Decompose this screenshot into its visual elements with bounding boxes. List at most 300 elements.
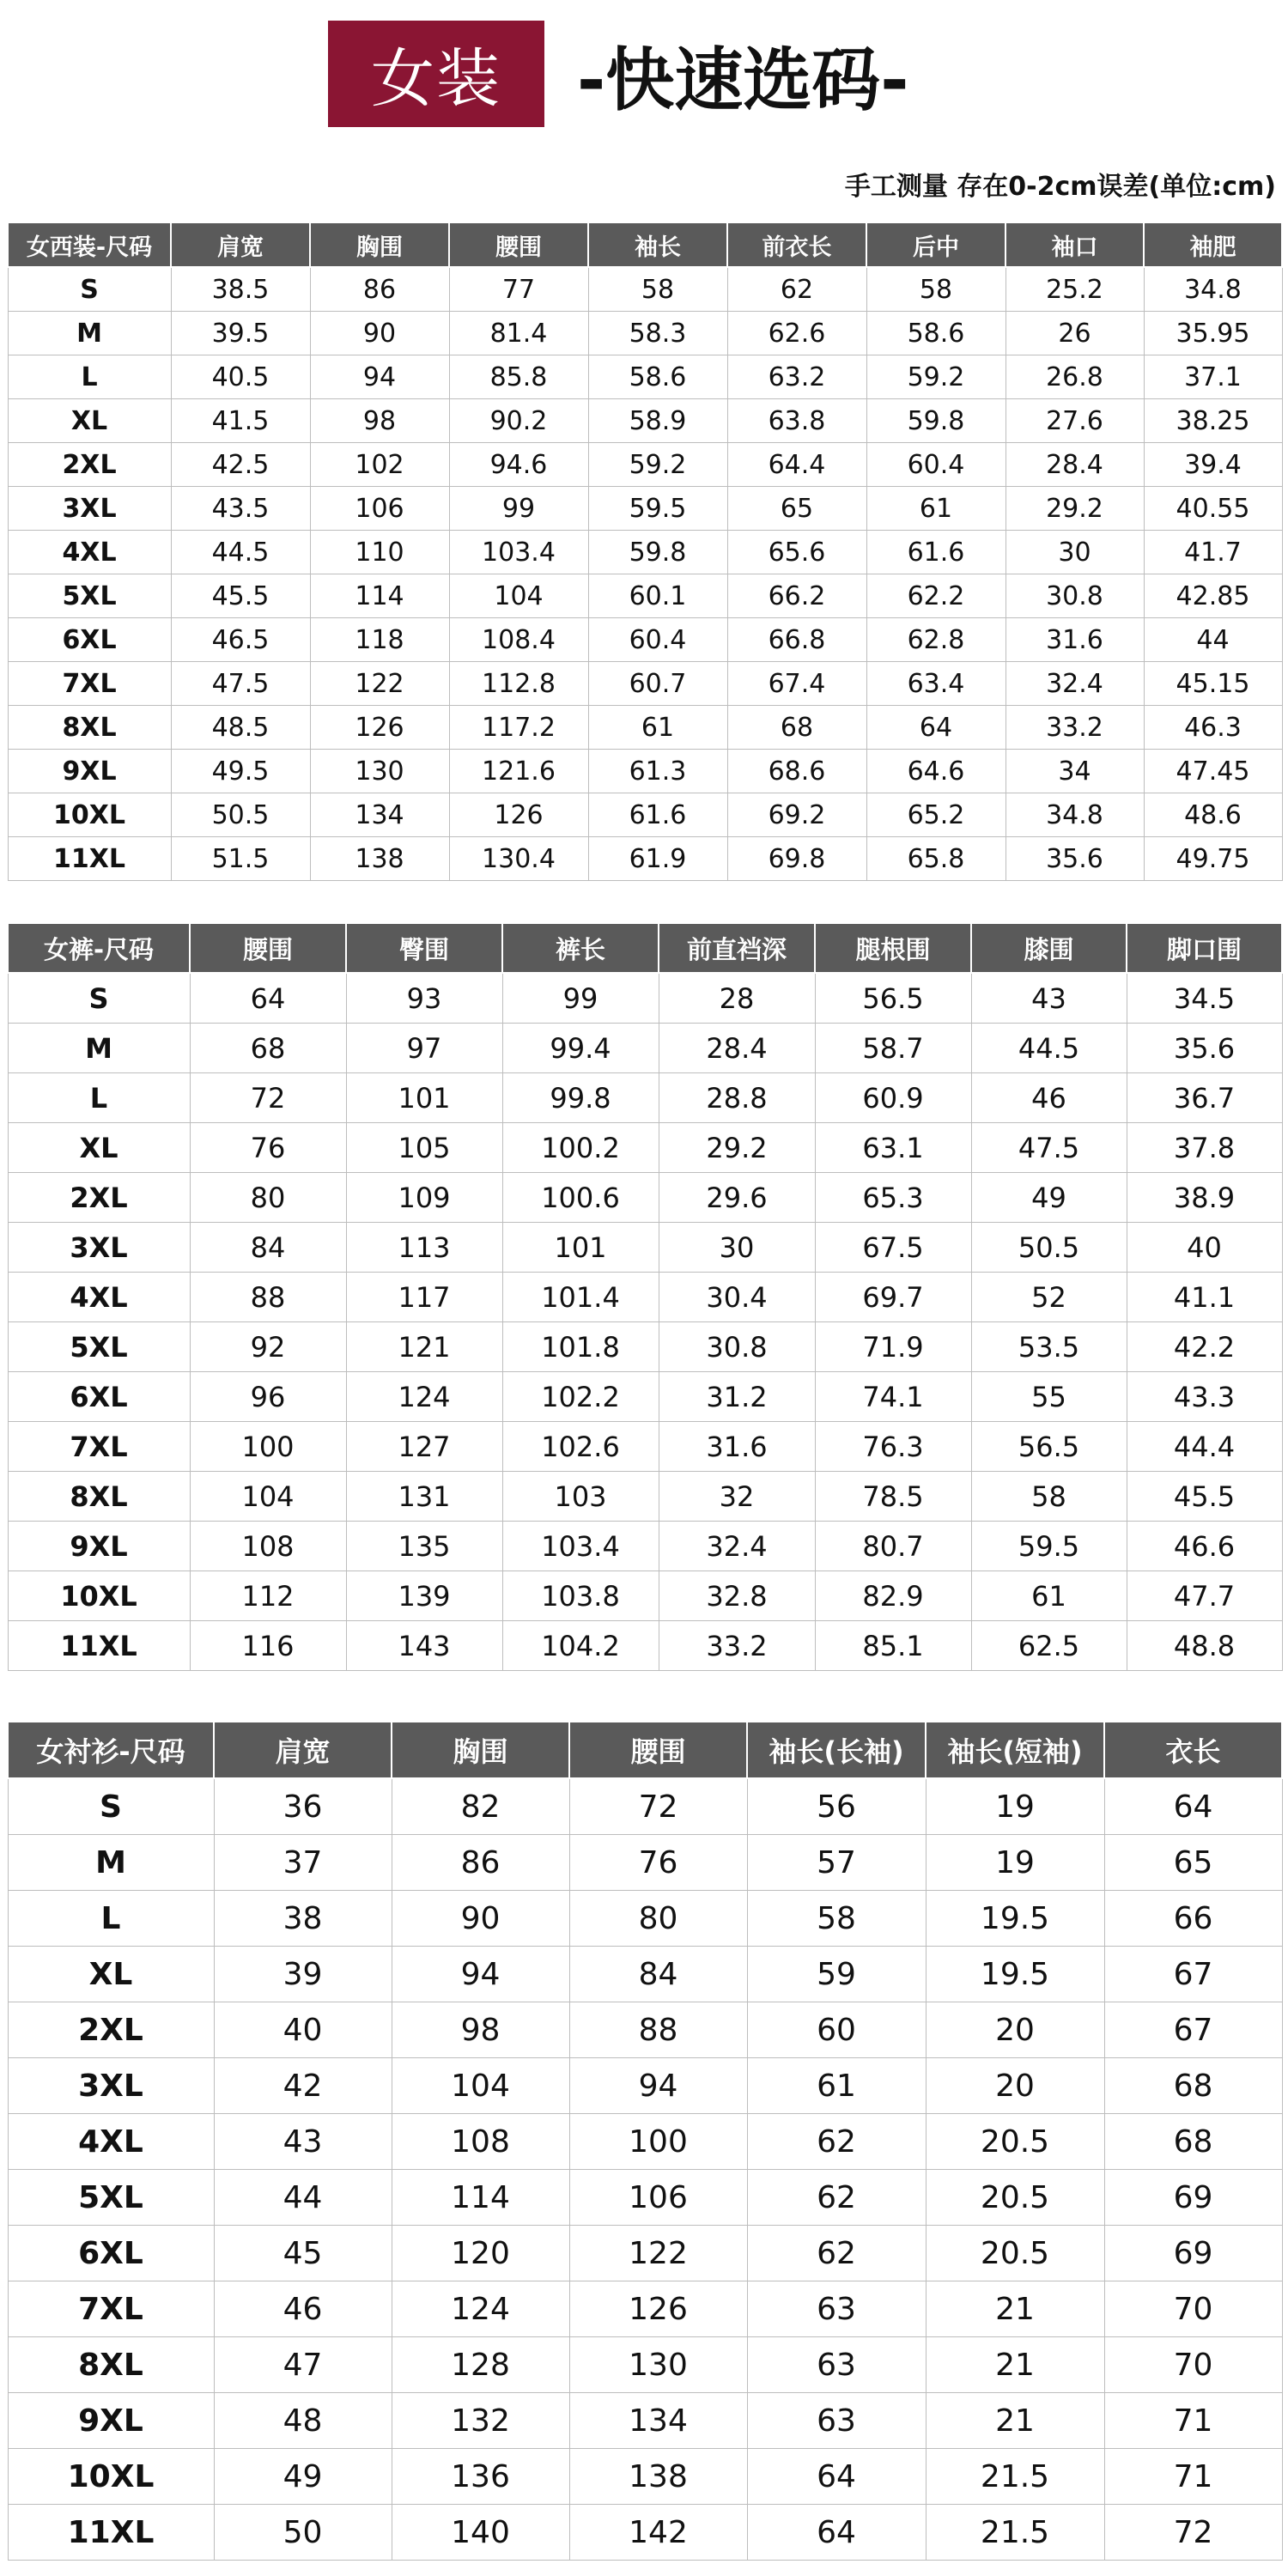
measurement-cell: 59.8 [588,531,727,574]
table-row [8,267,1282,312]
measurement-cell: 49.5 [171,750,310,793]
measurement-cell: 20 [926,2058,1104,2114]
size-cell: 6XL [8,618,171,662]
measurement-cell: 63.2 [727,355,866,399]
measurement-cell: 58.6 [588,355,727,399]
measurement-cell: 35.6 [1005,837,1144,881]
size-cell: 10XL [8,1571,190,1621]
measurement-cell: 67 [1104,2002,1282,2058]
measurement-cell: 124 [346,1372,502,1422]
measurement-cell: 63 [747,2337,926,2393]
measurement-cell: 50.5 [171,793,310,837]
measurement-cell: 59.2 [866,355,1005,399]
measurement-cell: 104 [392,2058,569,2114]
measurement-cell: 69 [1104,2170,1282,2226]
measurement-cell: 44.5 [171,531,310,574]
measurement-cell: 43 [971,973,1127,1024]
measurement-cell: 126 [310,706,449,750]
measurement-cell: 21 [926,2393,1104,2449]
column-header: 后中 [866,222,1005,267]
measurement-cell: 58 [866,267,1005,312]
measurement-cell: 106 [569,2170,747,2226]
measurement-cell: 130 [569,2337,747,2393]
table-row [8,487,1282,531]
measurement-cell: 62 [747,2114,926,2170]
measurement-cell: 98 [392,2002,569,2058]
measurement-cell: 112.8 [449,662,588,706]
table-row [8,574,1282,618]
measurement-cell: 30.4 [659,1273,815,1322]
measurement-cell: 112 [190,1571,346,1621]
size-cell: S [8,267,171,312]
size-cell: 11XL [8,837,171,881]
table-header-row [8,923,1282,973]
column-header: 膝围 [971,923,1127,973]
measurement-cell: 138 [310,837,449,881]
table-row [8,2226,1282,2281]
measurement-cell: 63.1 [815,1123,971,1173]
size-cell: 4XL [8,1273,190,1322]
measurement-cell: 94.6 [449,443,588,487]
measurement-cell: 65.8 [866,837,1005,881]
measurement-cell: 58.6 [866,312,1005,355]
column-header: 袖长(短袖) [926,1722,1104,1778]
measurement-cell: 47 [214,2337,392,2393]
measurement-cell: 20 [926,2002,1104,2058]
table-row [8,2505,1282,2561]
size-cell: 2XL [8,1173,190,1223]
size-cell: 2XL [8,2002,214,2058]
measurement-cell: 68 [190,1024,346,1073]
size-cell: S [8,973,190,1024]
measurement-cell: 34 [1005,750,1144,793]
measurement-cell: 60 [747,2002,926,2058]
measurement-cell: 122 [310,662,449,706]
measurement-cell: 28.4 [1005,443,1144,487]
measurement-cell: 66.2 [727,574,866,618]
column-header: 前衣长 [727,222,866,267]
measurement-cell: 62 [727,267,866,312]
measurement-cell: 39.5 [171,312,310,355]
measurement-cell: 60.4 [866,443,1005,487]
column-header: 臀围 [346,923,502,973]
measurement-cell: 72 [190,1073,346,1123]
measurement-cell: 61 [971,1571,1127,1621]
size-column-header: 女裤-尺码 [8,923,190,973]
measurement-cell: 58.7 [815,1024,971,1073]
measurement-cell: 63.8 [727,399,866,443]
measurement-cell: 37.8 [1127,1123,1282,1173]
measurement-cell: 26 [1005,312,1144,355]
measurement-cell: 28 [659,973,815,1024]
size-cell: 10XL [8,2449,214,2505]
size-cell: 9XL [8,2393,214,2449]
measurement-cell: 38.25 [1144,399,1282,443]
measurement-cell: 108.4 [449,618,588,662]
measurement-cell: 126 [569,2281,747,2337]
measurement-cell: 116 [190,1621,346,1671]
measurement-cell: 140 [392,2505,569,2561]
measurement-cell: 101.8 [502,1322,659,1372]
measurement-cell: 48 [214,2393,392,2449]
size-column-header: 女衬衫-尺码 [8,1722,214,1778]
measurement-cell: 117 [346,1273,502,1322]
measurement-cell: 102.6 [502,1422,659,1472]
table-row [8,837,1282,881]
measurement-cell: 114 [310,574,449,618]
measurement-cell: 65 [1104,1835,1282,1891]
measurement-cell: 33.2 [1005,706,1144,750]
size-column-header: 女西装-尺码 [8,222,171,267]
measurement-cell: 100 [569,2114,747,2170]
size-cell: 4XL [8,2114,214,2170]
size-cell: L [8,355,171,399]
measurement-cell: 90 [310,312,449,355]
measurement-cell: 21 [926,2337,1104,2393]
size-cell: 7XL [8,1422,190,1472]
measurement-cell: 78.5 [815,1472,971,1522]
measurement-cell: 88 [569,2002,747,2058]
measurement-cell: 64 [190,973,346,1024]
measurement-cell: 82 [392,1778,569,1835]
measurement-cell: 61.3 [588,750,727,793]
measurement-cell: 108 [392,2114,569,2170]
measurement-cell: 40 [1127,1223,1282,1273]
measurement-cell: 39.4 [1144,443,1282,487]
measurement-cell: 69 [1104,2226,1282,2281]
measurement-cell: 64 [747,2449,926,2505]
measurement-cell: 67.4 [727,662,866,706]
measurement-cell: 62.5 [971,1621,1127,1671]
measurement-cell: 51.5 [171,837,310,881]
measurement-cell: 71 [1104,2393,1282,2449]
measurement-cell: 62.8 [866,618,1005,662]
size-cell: L [8,1073,190,1123]
size-cell: S [8,1778,214,1835]
measurement-cell: 55 [971,1372,1127,1422]
column-header: 袖口 [1005,222,1144,267]
table-row [8,355,1282,399]
measurement-cell: 128 [392,2337,569,2393]
measurement-cell: 36.7 [1127,1073,1282,1123]
measurement-cell: 59.5 [588,487,727,531]
table-row [8,706,1282,750]
table-row [8,618,1282,662]
measurement-cell: 67 [1104,1947,1282,2002]
measurement-cell: 103.4 [502,1522,659,1571]
measurement-cell: 44 [214,2170,392,2226]
measurement-cell: 84 [190,1223,346,1273]
measurement-cell: 108 [190,1522,346,1571]
measurement-cell: 69.7 [815,1273,971,1322]
measurement-cell: 139 [346,1571,502,1621]
measurement-cell: 68.6 [727,750,866,793]
measurement-cell: 46.6 [1127,1522,1282,1571]
measurement-cell: 35.6 [1127,1024,1282,1073]
measurement-cell: 58 [971,1472,1127,1522]
measurement-cell: 68 [1104,2058,1282,2114]
measurement-cell: 38 [214,1891,392,1947]
measurement-cell: 132 [392,2393,569,2449]
measurement-cell: 62.6 [727,312,866,355]
measurement-cell: 81.4 [449,312,588,355]
measurement-cell: 90.2 [449,399,588,443]
table-row [8,399,1282,443]
table-row [8,531,1282,574]
measurement-cell: 45.5 [1127,1472,1282,1522]
measurement-cell: 100 [190,1422,346,1472]
measurement-cell: 58.9 [588,399,727,443]
measurement-cell: 65.3 [815,1173,971,1223]
measurement-cell: 138 [569,2449,747,2505]
table-row [8,2002,1282,2058]
measurement-cell: 46 [971,1073,1127,1123]
size-cell: M [8,1835,214,1891]
size-cell: 4XL [8,531,171,574]
table-row [8,2281,1282,2337]
size-cell: 3XL [8,2058,214,2114]
measurement-cell: 64.6 [866,750,1005,793]
measurement-cell: 65.6 [727,531,866,574]
size-cell: 9XL [8,1522,190,1571]
column-header: 腰围 [190,923,346,973]
measurement-cell: 32 [659,1472,815,1522]
measurement-cell: 82.9 [815,1571,971,1621]
measurement-cell: 70 [1104,2281,1282,2337]
measurement-cell: 20.5 [926,2114,1104,2170]
measurement-cell: 113 [346,1223,502,1273]
measurement-cell: 62 [747,2226,926,2281]
measurement-cell: 47.5 [171,662,310,706]
size-cell: XL [8,399,171,443]
measurement-cell: 76 [190,1123,346,1173]
measurement-cell: 61 [866,487,1005,531]
measurement-cell: 101 [346,1073,502,1123]
measurement-cell: 135 [346,1522,502,1571]
column-header: 腿根围 [815,923,971,973]
measurement-cell: 86 [392,1835,569,1891]
measurement-cell: 19 [926,1778,1104,1835]
measurement-cell: 40.55 [1144,487,1282,531]
measurement-cell: 124 [392,2281,569,2337]
size-cell: 11XL [8,2505,214,2561]
column-header: 袖肥 [1144,222,1282,267]
measurement-cell: 63 [747,2393,926,2449]
measurement-cell: 64.4 [727,443,866,487]
size-cell: M [8,1024,190,1073]
column-header: 裤长 [502,923,659,973]
measurement-cell: 49.75 [1144,837,1282,881]
table-row [8,2393,1282,2449]
measurement-cell: 47.7 [1127,1571,1282,1621]
measurement-cell: 114 [392,2170,569,2226]
table-row [8,2058,1282,2114]
size-cell: 9XL [8,750,171,793]
measurement-cell: 37.1 [1144,355,1282,399]
measurement-cell: 59.5 [971,1522,1127,1571]
measurement-cell: 136 [392,2449,569,2505]
measurement-cell: 104 [449,574,588,618]
table-row [8,1947,1282,2002]
measurement-cell: 77 [449,267,588,312]
measurement-cell: 58 [747,1891,926,1947]
size-cell: L [8,1891,214,1947]
size-cell: 5XL [8,1322,190,1372]
measurement-cell: 102.2 [502,1372,659,1422]
suit-size-table [7,222,1283,881]
measurement-cell: 64 [747,2505,926,2561]
measurement-cell: 48.6 [1144,793,1282,837]
measurement-cell: 47.5 [971,1123,1127,1173]
measurement-cell: 41.7 [1144,531,1282,574]
measurement-cell: 19.5 [926,1891,1104,1947]
measurement-cell: 143 [346,1621,502,1671]
measurement-cell: 49 [971,1173,1127,1223]
measurement-cell: 103.4 [449,531,588,574]
measurement-cell: 134 [310,793,449,837]
measurement-cell: 63.4 [866,662,1005,706]
size-cell: 3XL [8,1223,190,1273]
measurement-cell: 43 [214,2114,392,2170]
column-header: 脚口围 [1127,923,1282,973]
measurement-cell: 46 [214,2281,392,2337]
measurement-cell: 20.5 [926,2170,1104,2226]
table-row [8,2114,1282,2170]
measurement-cell: 60.1 [588,574,727,618]
measurement-cell: 56.5 [971,1422,1127,1472]
column-header: 袖长 [588,222,727,267]
measurement-cell: 69.8 [727,837,866,881]
measurement-cell: 41.5 [171,399,310,443]
table-row [8,1123,1282,1173]
measurement-cell: 30.8 [659,1322,815,1372]
page-header [0,21,1288,127]
measurement-cell: 103.8 [502,1571,659,1621]
table-row [8,2337,1282,2393]
measurement-cell: 80.7 [815,1522,971,1571]
measurement-cell: 46.3 [1144,706,1282,750]
measurement-cell: 85.8 [449,355,588,399]
measurement-cell: 99.4 [502,1024,659,1073]
size-cell: 8XL [8,2337,214,2393]
measurement-cell: 71.9 [815,1322,971,1372]
measurement-cell: 47.45 [1144,750,1282,793]
measurement-cell: 58.3 [588,312,727,355]
table-row [8,443,1282,487]
measurement-cell: 130.4 [449,837,588,881]
table-row [8,312,1282,355]
measurement-cell: 85.1 [815,1621,971,1671]
table-row [8,1273,1282,1322]
measurement-cell: 63 [747,2281,926,2337]
size-cell: 7XL [8,2281,214,2337]
measurement-cell: 72 [569,1778,747,1835]
measurement-cell: 66 [1104,1891,1282,1947]
measurement-cell: 69.2 [727,793,866,837]
measurement-cell: 93 [346,973,502,1024]
table-row [8,2449,1282,2505]
measurement-cell: 40 [214,2002,392,2058]
measurement-cell: 32.8 [659,1571,815,1621]
measurement-cell: 44 [1144,618,1282,662]
table-row [8,1891,1282,1947]
measurement-cell: 48.8 [1127,1621,1282,1671]
table-row [8,793,1282,837]
table-row [8,1422,1282,1472]
measurement-cell: 39 [214,1947,392,2002]
table-row [8,1835,1282,1891]
size-cell: 5XL [8,2170,214,2226]
measurement-cell: 28.8 [659,1073,815,1123]
table-row [8,1073,1282,1123]
measurement-cell: 72 [1104,2505,1282,2561]
measurement-cell: 52 [971,1273,1127,1322]
table-row [8,750,1282,793]
size-cell: 2XL [8,443,171,487]
measurement-cell: 38.9 [1127,1173,1282,1223]
measurement-cell: 49 [214,2449,392,2505]
table-header-row [8,1722,1282,1778]
measurement-cell: 44.5 [971,1024,1127,1073]
measurement-cell: 105 [346,1123,502,1173]
measurement-cell: 20.5 [926,2226,1104,2281]
measurement-cell: 21 [926,2281,1104,2337]
size-cell: XL [8,1123,190,1173]
column-header: 前直裆深 [659,923,815,973]
measurement-cell: 67.5 [815,1223,971,1273]
measurement-cell: 117.2 [449,706,588,750]
measurement-cell: 62.2 [866,574,1005,618]
measurement-cell: 71 [1104,2449,1282,2505]
measurement-cell: 80 [190,1173,346,1223]
measurement-cell: 130 [310,750,449,793]
measurement-cell: 43.5 [171,487,310,531]
measurement-cell: 103 [502,1472,659,1522]
measurement-cell: 131 [346,1472,502,1522]
measurement-cell: 57 [747,1835,926,1891]
column-header: 肩宽 [171,222,310,267]
measurement-cell: 42.2 [1127,1322,1282,1372]
measurement-cell: 40.5 [171,355,310,399]
measurement-cell: 99.8 [502,1073,659,1123]
measurement-cell: 142 [569,2505,747,2561]
measurement-cell: 29.2 [1005,487,1144,531]
measurement-cell: 134 [569,2393,747,2449]
measurement-cell: 99 [449,487,588,531]
measurement-cell: 42 [214,2058,392,2114]
table-row [8,1223,1282,1273]
measurement-cell: 50.5 [971,1223,1127,1273]
measurement-cell: 34.8 [1144,267,1282,312]
measurement-cell: 38.5 [171,267,310,312]
measurement-cell: 31.2 [659,1372,815,1422]
measurement-cell: 33.2 [659,1621,815,1671]
measurement-cell: 44.4 [1127,1422,1282,1472]
measurement-cell: 99 [502,973,659,1024]
measurement-cell: 121 [346,1322,502,1372]
measurement-cell: 30 [659,1223,815,1273]
measurement-cell: 37 [214,1835,392,1891]
measurement-cell: 88 [190,1273,346,1322]
measurement-cell: 27.6 [1005,399,1144,443]
pants-size-table [7,922,1283,1671]
measurement-cell: 59.8 [866,399,1005,443]
shirt-size-table [7,1721,1283,2561]
table-row [8,1621,1282,1671]
measurement-cell: 30 [1005,531,1144,574]
measurement-cell: 61.6 [866,531,1005,574]
measurement-cell: 41.1 [1127,1273,1282,1322]
